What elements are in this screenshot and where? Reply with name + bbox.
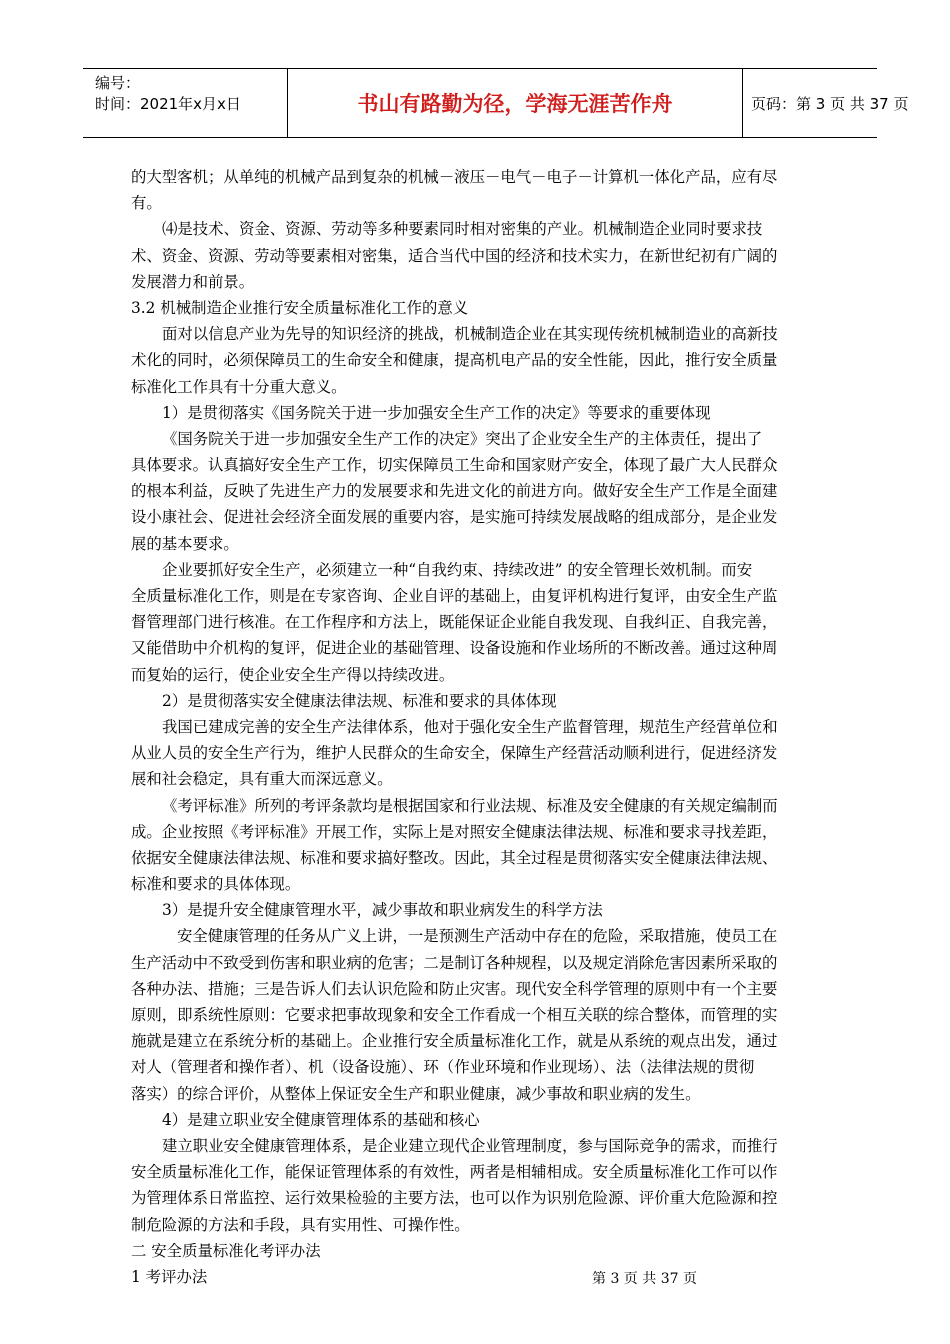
- motto: 书山有路勤为径，学海无涯苦作舟: [287, 69, 743, 137]
- subheading: 3）是提升安全健康管理水平，减少事故和职业病发生的科学方法: [162, 901, 603, 920]
- text-line: 原则，即系统性原则：它要求把事故现象和安全工作看成一个相互关联的综合整体，而管理的实: [131, 1006, 778, 1024]
- subheading: 2）是贯彻落实安全健康法律法规、标准和要求的具体体现: [162, 691, 557, 710]
- text-line: 为管理体系日常监控、运行效果检验的主要方法，也可以作为识别危险源、评价重大危险源和控: [131, 1189, 778, 1208]
- text-line: 成。企业按照《考评标准》开展工作，实际上是对照安全健康法律法规、标准和要求寻找差距，: [131, 822, 778, 841]
- text-line: 而复始的运行，使企业安全生产得以持续改进。: [131, 665, 455, 684]
- text-line: 建立职业安全健康管理体系，是企业建立现代企业管理制度，参与国际竞争的需求，而推行: [162, 1136, 778, 1155]
- text-line: 安全健康管理的任务从广义上讲，一是预测生产活动中存在的危险，采取措施，使员工在: [177, 927, 778, 946]
- text-line: 对人（管理者和操作者）、机（设备设施）、环（作业环境和作业现场）、法（法律法规的贯彻: [131, 1058, 755, 1077]
- header-meta: [83, 69, 287, 137]
- subheading: 4）是建立职业安全健康管理体系的基础和核心: [162, 1110, 480, 1129]
- page-number-label: 页码：第 3 页 共 37 页: [751, 94, 909, 113]
- text-line: ⑷是技术、资金、资源、劳动等多种要素同时相对密集的产业。机械制造企业同时要求技: [162, 220, 763, 239]
- text-line: 标准化工作具有十分重大意义。: [131, 377, 347, 396]
- text-line: 施就是建立在系统分析的基础上。企业推行安全质量标准化工作，就是从系统的观点出发，通过: [131, 1032, 778, 1051]
- section-heading: 二 安全质量标准化考评办法: [131, 1241, 321, 1260]
- text-line: 面对以信息产业为先导的知识经济的挑战，机械制造企业在其实现传统机械制造业的高新技: [162, 325, 778, 344]
- text-line: 术化的同时，必须保障员工的生命安全和健康，提高机电产品的安全性能，因此，推行安全质量: [131, 351, 778, 370]
- text-line: 《国务院关于进一步加强安全生产工作的决定》突出了企业安全生产的主体责任，提出了: [162, 429, 763, 448]
- text-line: 我国已建成完善的安全生产法律体系，他对于强化安全生产监督管理，规范生产经营单位和: [162, 717, 778, 736]
- time-label: 时间：2021年x月x日: [95, 95, 241, 113]
- text-line: 从业人员的安全生产行为，维护人民群众的生命安全，保障生产经营活动顺利进行，促进经济发: [131, 744, 778, 763]
- text-line: 落实）的综合评价，从整体上保证安全生产和职业健康，减少事故和职业病的发生。: [131, 1084, 701, 1103]
- text-line: 生产活动中不致受到伤害和职业病的危害；二是制订各种规程，以及规定消除危害因素所采取的: [131, 953, 778, 972]
- section-heading: 1 考评办法: [131, 1267, 208, 1286]
- text-line: 制危险源的方法和手段，具有实用性、可操作性。: [131, 1215, 470, 1234]
- section-heading: 3.2 机械制造企业推行安全质量标准化工作的意义: [131, 298, 469, 317]
- text-line: 全质量标准化工作，则是在专家咨询、企业自评的基础上，由复评机构进行复评，由安全生产监: [131, 587, 778, 605]
- text-line: 的根本利益，反映了先进生产力的发展要求和先进文化的前进方向。做好安全生产工作是全面建: [131, 482, 778, 501]
- document-body: [131, 164, 835, 1290]
- text-line: 的大型客机；从单纯的机械产品到复杂的机械－液压－电气－电子－计算机一体化产品，应有尽: [131, 168, 778, 186]
- text-line: 《考评标准》所列的考评条款均是根据国家和行业法规、标准及安全健康的有关规定编制而: [162, 796, 778, 815]
- number-label: 编号：: [95, 74, 141, 92]
- text-line: 发展潜力和前景。: [131, 272, 255, 291]
- text-line: 标准和要求的具体体现。: [131, 875, 301, 894]
- page-footer: 第 3 页 共 37 页: [592, 1271, 697, 1287]
- text-line: 具体要求。认真搞好安全生产工作，切实保障员工生命和国家财产安全，体现了最广大人民群众: [131, 456, 778, 475]
- text-line: 安全质量标准化工作，能保证管理体系的有效性，两者是相辅相成。安全质量标准化工作可以作: [131, 1163, 778, 1182]
- text-line: 依据安全健康法律法规、标准和要求搞好整改。因此，其全过程是贯彻落实安全健康法律法规、: [131, 848, 778, 867]
- text-line: 有。: [131, 194, 162, 213]
- text-line: 展和社会稳定，具有重大而深远意义。: [131, 770, 393, 789]
- text-line: 又能借助中介机构的复评，促进企业的基础管理、设备设施和作业场所的不断改善。通过这种周: [131, 639, 778, 658]
- text-line: 督管理部门进行核准。在工作程序和方法上，既能保证企业能自我发现、自我纠正、自我完善，: [131, 613, 778, 632]
- text-line: 各种办法、措施；三是告诉人们去认识危险和防止灾害。现代安全科学管理的原则中有一个主要: [131, 979, 778, 998]
- subheading: 1）是贯彻落实《国务院关于进一步加强安全生产工作的决定》等要求的重要体现: [162, 403, 711, 422]
- text-line: 术、资金、资源、劳动等要素相对密集，适合当代中国的经济和技术实力，在新世纪初有广阔的: [131, 246, 778, 265]
- text-line: 设小康社会、促进社会经济全面发展的重要内容，是实施可持续发展战略的组成部分，是企业发: [131, 508, 778, 527]
- page-header: [83, 68, 909, 138]
- text-line: 企业要抓好安全生产，必须建立一种“自我约束、持续改进” 的安全管理长效机制。而安: [162, 560, 753, 579]
- text-line: 展的基本要求。: [131, 534, 239, 553]
